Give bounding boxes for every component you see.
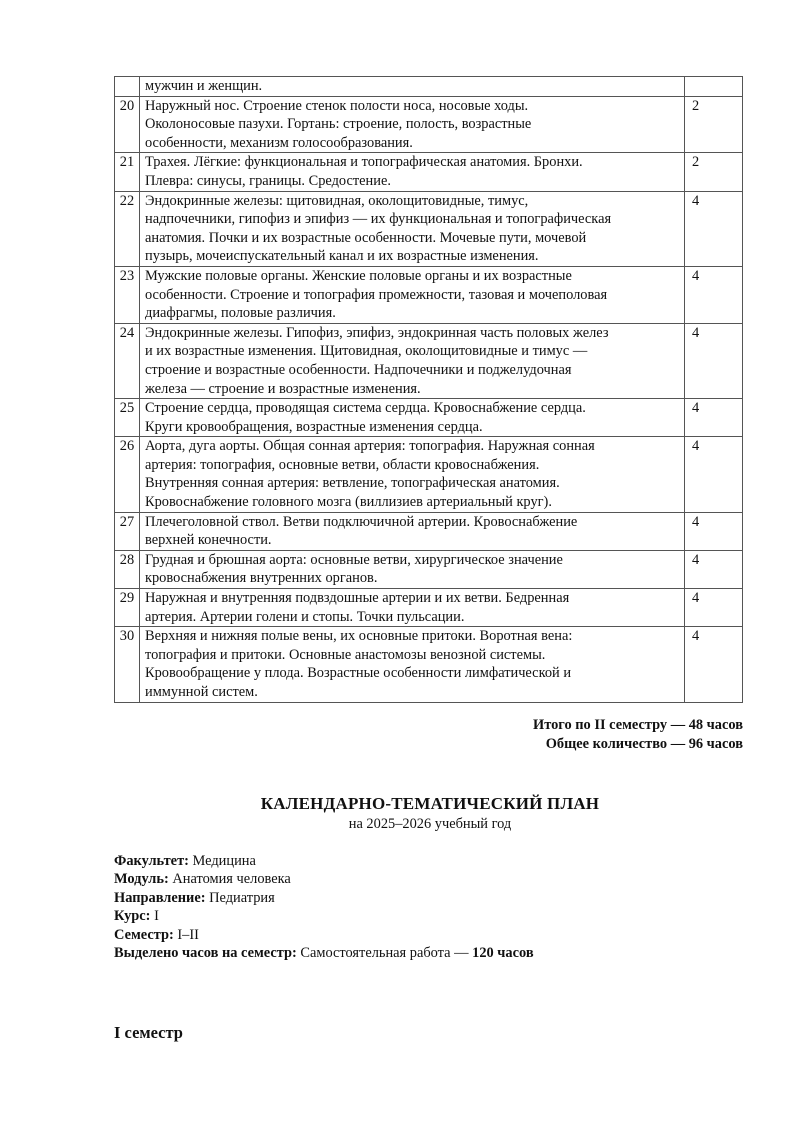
topic-line: Круги кровообращения, возрастные изменения сердца. — [145, 418, 483, 435]
topic-line: Внутренняя сонная артерия: ветвление, топографическая анатомия. — [145, 475, 560, 492]
row-hours: 4 — [685, 266, 743, 323]
semester-row — [114, 926, 534, 944]
topic-line: артерия: топография, основные ветви, области кровоснабжения. — [145, 456, 540, 473]
table-row — [115, 96, 743, 153]
table-row — [115, 437, 743, 512]
row-topic — [140, 323, 685, 398]
info-block — [114, 852, 534, 962]
row-topic — [140, 77, 685, 97]
topic-line: строение и возрастные особенности. Надпочечники и поджелудочная — [145, 361, 572, 378]
topic-line: особенности. Строение и топография промежности, тазовая и мочеполовая — [145, 286, 608, 303]
row-number — [115, 77, 140, 97]
topic-line: диафрагмы, половые различия. — [145, 305, 336, 322]
row-hours: 4 — [685, 512, 743, 550]
topic-line: мужчин и женщин. — [145, 78, 263, 94]
topics-table-body — [115, 77, 743, 703]
row-topic — [140, 550, 685, 588]
topic-line: Трахея. Лёгкие: функциональная и топографическая анатомия. Бронхи. — [145, 154, 583, 171]
module-value: Анатомия человека — [168, 871, 291, 888]
table-row — [115, 589, 743, 627]
row-hours: 4 — [685, 589, 743, 627]
module-row — [114, 870, 534, 888]
table-row — [115, 191, 743, 266]
module-label: Модуль: — [114, 871, 169, 888]
topic-line: Верхняя и нижняя полые вены, их основные притоки. Воротная вена: — [145, 628, 573, 645]
row-hours: 4 — [685, 437, 743, 512]
row-topic — [140, 266, 685, 323]
topic-line: Кровоснабжение головного мозга (виллизиев артериальный круг). — [145, 494, 552, 511]
topic-line: Грудная и брюшная аорта: основные ветви, хирургическое значение — [145, 551, 563, 568]
row-number: 25 — [115, 399, 140, 437]
direction-value: Педиатрия — [205, 889, 275, 906]
faculty-value: Медицина — [188, 853, 256, 869]
topic-line: Эндокринные железы. Гипофиз, эпифиз, эндокринная часть половых желез — [145, 324, 609, 341]
row-hours: 4 — [685, 191, 743, 266]
row-topic — [140, 191, 685, 266]
course-row — [114, 907, 534, 925]
table-row — [115, 512, 743, 550]
section-heading: I семестр — [114, 1023, 183, 1042]
direction-row — [114, 889, 534, 907]
overall-total: Общее количество — 96 часов — [545, 736, 743, 752]
topic-line: надпочечники, гипофиз и эпифиз — их функциональная и топографическая — [145, 211, 612, 228]
row-number: 28 — [115, 550, 140, 588]
topic-line: топография и притоки. Основные анастомозы венозной системы. — [145, 646, 546, 663]
row-topic — [140, 153, 685, 191]
topic-line: Эндокринные железы: щитовидная, околощитовидные, тимус, — [145, 192, 529, 209]
row-topic — [140, 627, 685, 702]
topic-line: особенности, механизм голосообразования. — [145, 134, 413, 151]
faculty-label: Факультет: — [114, 853, 189, 869]
hours-amount: 120 часов — [472, 945, 534, 962]
row-hours: 4 — [685, 550, 743, 588]
topics-table — [114, 76, 743, 703]
topic-line: Мужские половые органы. Женские половые органы и их возрастные — [145, 267, 572, 284]
topic-line: анатомия. Почки и их возрастные особенности. Мочевые пути, мочевой — [145, 229, 587, 246]
row-number: 26 — [115, 437, 140, 512]
topic-line: пузырь, мочеиспускательный канал и их возрастные изменения. — [145, 248, 539, 265]
totals-block — [533, 716, 743, 754]
semester-value: I–II — [173, 926, 199, 943]
row-topic — [140, 512, 685, 550]
plan-title: КАЛЕНДАРНО-ТЕМАТИЧЕСКИЙ ПЛАН — [260, 794, 600, 813]
row-number: 29 — [115, 589, 140, 627]
course-value: I — [150, 908, 159, 925]
table-row — [115, 550, 743, 588]
row-hours: 4 — [685, 399, 743, 437]
row-hours: 2 — [685, 153, 743, 191]
row-topic — [140, 437, 685, 512]
hours-value: Самостоятельная работа — — [296, 945, 473, 962]
topic-line: иммунной систем. — [145, 684, 258, 700]
row-number: 27 — [115, 512, 140, 550]
topic-line: Наружная и внутренняя подвздошные артерии и их ветви. Бедренная — [145, 590, 570, 607]
row-number: 24 — [115, 323, 140, 398]
table-row — [115, 627, 743, 702]
faculty-row — [114, 852, 534, 870]
row-hours — [685, 77, 743, 97]
table-row — [115, 399, 743, 437]
row-hours: 4 — [685, 323, 743, 398]
plan-subtitle: на 2025–2026 учебный год — [348, 816, 512, 832]
topic-line: кровоснабжения внутренних органов. — [145, 570, 378, 587]
table-row — [115, 153, 743, 191]
topic-line: артерия. Артерии голени и стопы. Точки пульсации. — [145, 608, 465, 625]
row-hours: 4 — [685, 627, 743, 702]
hours-label: Выделено часов на семестр: — [114, 945, 297, 962]
row-topic — [140, 589, 685, 627]
row-number: 20 — [115, 96, 140, 153]
row-topic — [140, 399, 685, 437]
row-number: 30 — [115, 627, 140, 702]
topic-line: Плечеголовной ствол. Ветви подключичной артерии. Кровоснабжение — [145, 513, 578, 530]
topic-line: Аорта, дуга аорты. Общая сонная артерия: топография. Наружная сонная — [145, 438, 595, 455]
topic-line: железа — строение и возрастные изменения. — [145, 380, 421, 397]
direction-label: Направление: — [114, 889, 206, 906]
row-topic — [140, 96, 685, 153]
semester-label: Семестр: — [114, 926, 174, 943]
topic-line: Околоносовые пазухи. Гортань: строение, полость, возрастные — [145, 116, 532, 133]
table-row — [115, 323, 743, 398]
table-row — [115, 266, 743, 323]
semester-total: Итого по II семестру — 48 часов — [533, 717, 743, 733]
row-hours: 2 — [685, 96, 743, 153]
topic-line: Наружный нос. Строение стенок полости носа, носовые ходы. — [145, 97, 529, 114]
row-number: 22 — [115, 191, 140, 266]
row-number: 21 — [115, 153, 140, 191]
topic-line: Плевра: синусы, границы. Средостение. — [145, 172, 391, 189]
table-row — [115, 77, 743, 97]
topic-line: и их возрастные изменения. Щитовидная, околощитовидные и тимус — — [145, 343, 588, 360]
row-number: 23 — [115, 266, 140, 323]
topic-line: Кровообращение у плода. Возрастные особенности лимфатической и — [145, 665, 572, 682]
topic-line: Строение сердца, проводящая система сердца. Кровоснабжение сердца. — [145, 400, 586, 417]
course-label: Курс: — [114, 908, 151, 925]
topic-line: верхней конечности. — [145, 532, 272, 549]
hours-row — [114, 944, 534, 962]
